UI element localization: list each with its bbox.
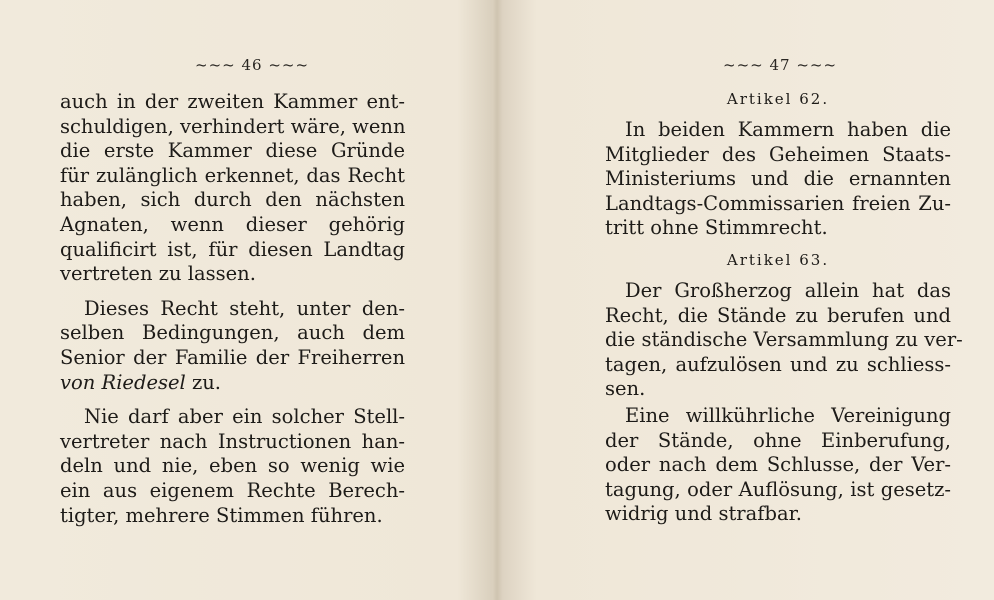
text-line: deln und nie, eben so wenig wie [60, 454, 405, 478]
right-page-text [605, 90, 963, 537]
text-line: Mitglieder des Geheimen Staats- [605, 142, 951, 166]
paragraph [60, 90, 405, 287]
text-line: tritt ohne Stimmrecht. [605, 216, 828, 240]
text-line: für zulänglich erkennet, das Recht [60, 163, 405, 187]
text-line: der Stände, ohne Einberufung, [605, 428, 951, 452]
paragraph [605, 278, 963, 402]
paragraph [605, 118, 951, 241]
paragraph [605, 404, 951, 527]
paragraph [60, 405, 405, 528]
text-line: widrig und strafbar. [605, 502, 802, 526]
left-page [0, 0, 495, 600]
text-line: Landtags-Commissarien freien Zu- [605, 191, 951, 215]
left-page-text [60, 90, 405, 538]
text-line: schuldigen, verhindert wäre, wenn [60, 114, 406, 138]
text-line: Dieses Recht steht, unter den- [84, 296, 405, 320]
text-line: oder nach dem Schlusse, der Ver- [605, 453, 951, 477]
text-line: auch in der zweiten Kammer ent- [60, 90, 405, 113]
paragraph [60, 297, 405, 395]
text-line: haben, sich durch den nächsten [60, 188, 405, 212]
text-line: Recht, die Stände zu berufen und [605, 303, 951, 327]
article-heading: Artikel 63. [726, 250, 830, 269]
text-line: Eine willkührliche Vereinigung [625, 403, 951, 427]
text-line: vertreten zu lassen. [60, 262, 256, 286]
text-line: die ständische Versammlung zu ver- [605, 328, 963, 352]
page-number: ~~~ 47 ~~~ [723, 56, 838, 74]
text-line: die erste Kammer diese Gründe [60, 139, 405, 163]
article-heading: Artikel 62. [726, 90, 830, 108]
text-line: Senior der Familie der Freiherren [60, 345, 405, 369]
text-line: Agnaten, wenn dieser gehörig [60, 212, 405, 236]
right-page [497, 0, 994, 600]
text-line: tagung, oder Auflösung, ist gesetz- [605, 477, 951, 501]
text-line: sen. [605, 377, 646, 401]
family-name: von Riedesel [60, 370, 186, 394]
text-line: In beiden Kammern haben die [625, 118, 951, 141]
text-line [60, 371, 405, 396]
text-line: vertreter nach Instructionen han- [60, 429, 405, 453]
text-line: selben Bedingungen, auch dem [60, 321, 405, 345]
text-line: Ministeriums und die ernannten [605, 167, 951, 191]
text-line: Der Großherzog allein hat das [625, 278, 951, 302]
text-line: tagen, aufzulösen und zu schliess- [605, 352, 951, 376]
page-number: ~~~ 46 ~~~ [195, 56, 310, 74]
text-line: qualificirt ist, für diesen Landtag [60, 237, 405, 261]
text-fragment: zu. [185, 370, 222, 394]
text-line: ein aus eigenem Rechte Berech- [60, 478, 405, 502]
text-line: tigter, mehrere Stimmen führen. [60, 503, 383, 527]
text-line: Nie darf aber ein solcher Stell- [84, 405, 405, 429]
